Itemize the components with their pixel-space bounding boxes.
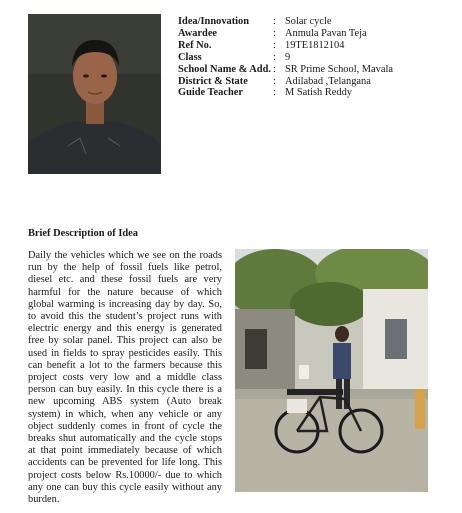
info-row-district-state — [178, 76, 393, 88]
info-label: Awardee — [178, 27, 218, 39]
info-separator: : — [273, 27, 276, 39]
project-photo — [235, 249, 428, 492]
info-separator: : — [273, 87, 276, 99]
info-value: 9 — [285, 51, 291, 63]
info-value: Anmula Pavan Teja — [285, 27, 367, 39]
info-separator: : — [273, 75, 276, 87]
info-label: Guide Teacher — [178, 87, 243, 99]
info-label: Ref No. — [178, 39, 212, 51]
info-value: SR Prime School, Mavala — [285, 63, 393, 75]
description-paragraph: Daily the vehicles which we see on the roads run by the help of fossil fuels like petrol, diesel etc. and these fossil fuels are very harmful for the nature because of which global warming is increasing day by day. So, to avoid this the student’s project runs with electric energy and this energy is generated free by solar panel. This project can also be used in fields to spray pesticides easily. This can benefit a lot to the farmers because this project costs very low and a middle class person can buy easily. In this cycle there is a new upcoming ABS system (Auto break system) in which, when any vehicle or any object suddenly comes in front of cycle the breaks shut automatically and the cycle stops at that point immediately because of which accidents can be prevented for life long. This project costs below Rs.10000/- due to which any one can buy this cycle easily without any burden. — [28, 250, 222, 506]
section-heading: Brief Description of Idea — [28, 228, 138, 239]
info-separator: : — [273, 39, 276, 51]
info-value: M Satish Reddy — [285, 87, 352, 99]
info-row-idea — [178, 16, 393, 28]
info-row-awardee — [178, 28, 393, 40]
info-separator: : — [273, 51, 276, 63]
awardee-info-table — [178, 16, 393, 99]
info-value: Solar cycle — [285, 16, 332, 27]
info-value: 19TE1812104 — [285, 39, 345, 51]
info-value: Adilabad ,Telangana — [285, 75, 371, 87]
info-row-ref-no — [178, 40, 393, 52]
info-label: Class — [178, 51, 202, 63]
info-label: Idea/Innovation — [178, 16, 250, 27]
info-label: District & State — [178, 75, 248, 87]
info-label: School Name & Add. — [178, 63, 271, 75]
awardee-portrait-photo — [28, 14, 161, 174]
info-row-school — [178, 64, 393, 76]
info-separator: : — [273, 16, 276, 27]
info-row-guide-teacher — [178, 87, 393, 99]
info-row-class — [178, 52, 393, 64]
info-separator: : — [273, 63, 276, 75]
